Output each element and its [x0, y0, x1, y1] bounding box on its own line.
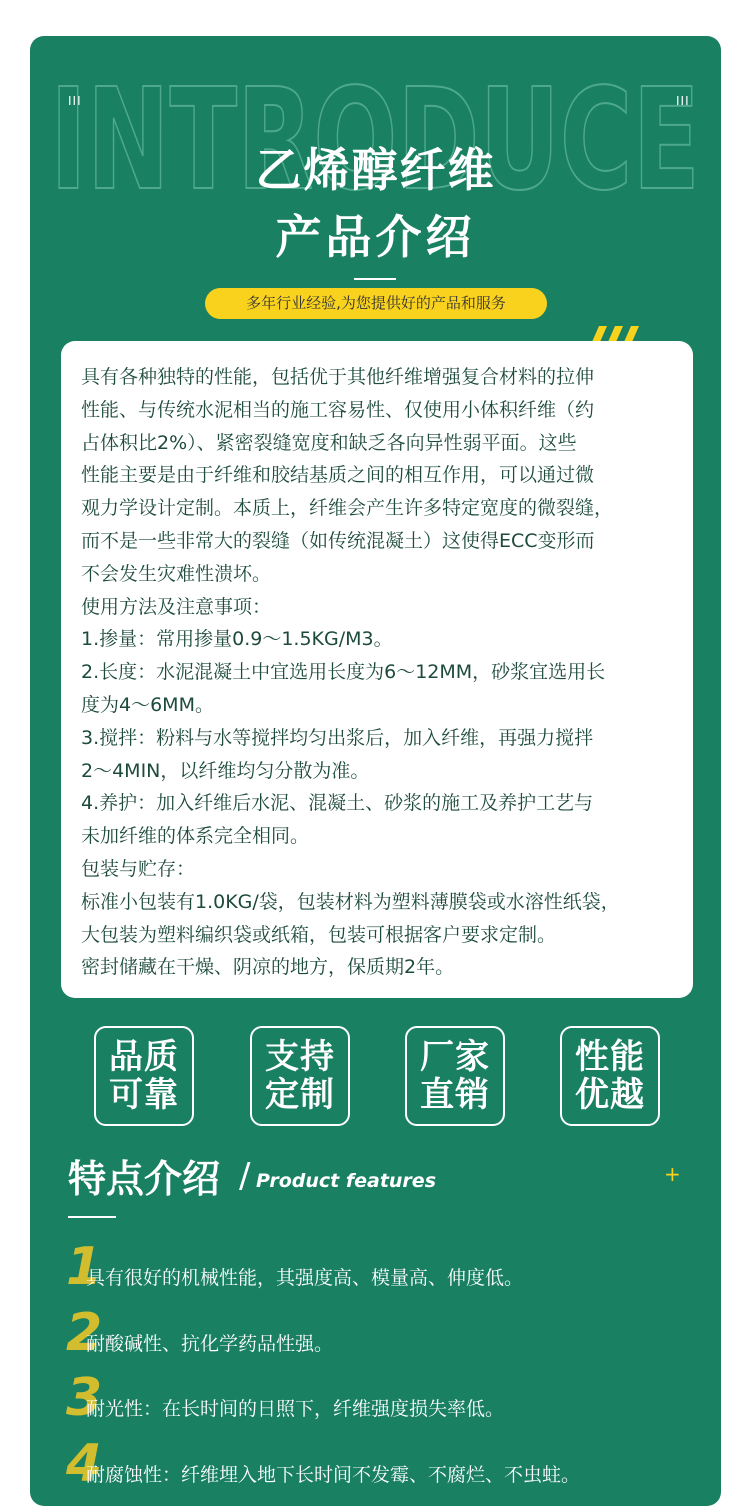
feature-number: 2 [66, 1303, 103, 1363]
feature-item [66, 1237, 706, 1297]
features-title: 特点介绍 [68, 1157, 221, 1201]
description-line: 不会发生灾难性溃坏。 [81, 562, 272, 585]
tick-marks-left: III [68, 94, 82, 108]
product-intro-panel [30, 36, 721, 1506]
feature-badges [30, 1026, 721, 1130]
badge-line: 支持 [265, 1037, 335, 1077]
packaging-item: 密封储藏在干燥、阴凉的地方，保质期2年。 [81, 956, 455, 979]
badge-custom [250, 1026, 350, 1126]
feature-number: 4 [66, 1434, 103, 1494]
feature-text: 耐腐蚀性：纤维埋入地下长时间不发霉、不腐烂、不虫蛀。 [86, 1464, 581, 1486]
description-text [81, 361, 691, 984]
feature-item [66, 1434, 706, 1494]
plus-icon: + [664, 1162, 681, 1186]
badge-line: 直销 [420, 1075, 490, 1115]
feature-text: 耐酸碱性、抗化学药品性强。 [86, 1333, 334, 1355]
badge-quality [94, 1026, 194, 1126]
usage-heading: 使用方法及注意事项： [81, 595, 272, 618]
feature-item [66, 1303, 706, 1363]
tick-marks-right: III [676, 94, 690, 108]
features-title-slash: / [239, 1156, 251, 1196]
packaging-heading: 包装与贮存： [81, 857, 196, 880]
description-line: 观力学设计定制。本质上，纤维会产生许多特定宽度的微裂缝， [81, 497, 614, 520]
feature-number: 3 [66, 1368, 103, 1428]
badge-line: 厂家 [420, 1037, 490, 1077]
description-line: 性能主要是由于纤维和胶结基质之间的相互作用，可以通过微 [81, 464, 595, 487]
description-card [61, 341, 693, 998]
usage-item: 度为4～6MM。 [81, 693, 214, 716]
introduce-watermark-text: INTRODUCE [50, 62, 700, 202]
description-line: 性能、与传统水泥相当的施工容易性、仅使用小体积纤维（约 [81, 398, 595, 421]
tagline-pill: 多年行业经验,为您提供好的产品和服务 [205, 288, 547, 319]
features-subtitle: Product features [256, 1170, 436, 1192]
badge-performance [560, 1026, 660, 1126]
description-line: 而不是一些非常大的裂缝（如传统混凝土）这使得ECC变形而 [81, 529, 595, 552]
usage-item: 2～4MIN，以纤维均匀分散为准。 [81, 759, 370, 782]
description-line: 具有各种独特的性能，包括优于其他纤维增强复合材料的拉伸 [81, 366, 595, 388]
packaging-item: 大包装为塑料编织袋或纸箱，包装可根据客户要求定制。 [81, 923, 557, 946]
usage-item: 1.掺量：常用掺量0.9～1.5KG/M3。 [81, 628, 393, 651]
description-line: 占体积比2%）、紧密裂缝宽度和缺乏各向异性弱平面。这些 [81, 431, 577, 454]
usage-item: 未加纤维的体系完全相同。 [81, 825, 310, 848]
usage-item: 4.养护：加入纤维后水泥、混凝土、砂浆的施工及养护工艺与 [81, 792, 594, 815]
usage-item: 2.长度：水泥混凝土中宜选用长度为6～12MM，砂浆宜选用长 [81, 661, 606, 684]
badge-line: 品质 [109, 1037, 179, 1077]
feature-number: 1 [66, 1237, 103, 1297]
badge-line: 性能 [575, 1037, 645, 1077]
usage-item: 3.搅拌：粉料与水等搅拌均匀出浆后，加入纤维，再强力搅拌 [81, 726, 594, 749]
packaging-item: 标准小包装有1.0KG/袋，包装材料为塑料薄膜袋或水溶性纸袋， [81, 890, 620, 913]
feature-item [66, 1368, 706, 1428]
badge-line: 优越 [575, 1075, 645, 1115]
title-divider [354, 278, 396, 280]
badge-direct-sale [405, 1026, 505, 1126]
badge-line: 定制 [265, 1075, 335, 1115]
page-title: 乙烯醇纤维 [255, 143, 496, 197]
page-subtitle: 产品介绍 [275, 210, 476, 264]
feature-text: 具有很好的机械性能，其强度高、模量高、伸度低。 [86, 1267, 524, 1289]
feature-text: 耐光性：在长时间的日照下，纤维强度损失率低。 [86, 1398, 505, 1420]
badge-line: 可靠 [109, 1075, 179, 1115]
features-divider [68, 1216, 116, 1218]
